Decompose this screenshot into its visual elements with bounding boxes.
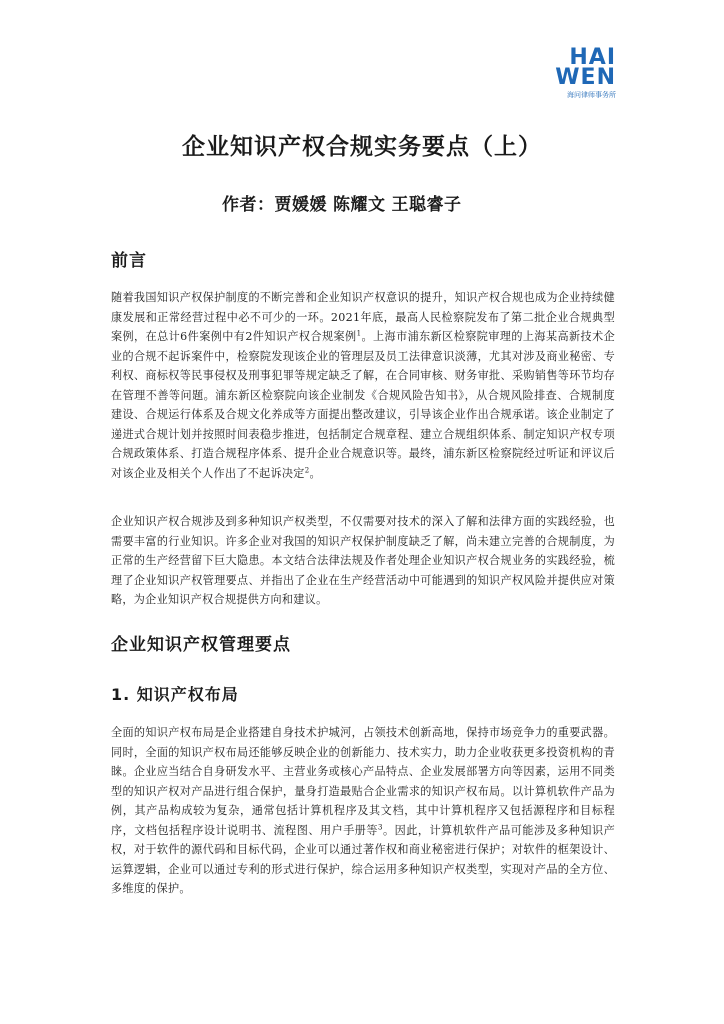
preface-paragraph-1 [111,288,615,483]
logo-line-2: WEN [555,65,616,90]
paragraph-text: 。 [309,466,321,480]
author-name: 王聪睿子 [391,195,462,215]
footnote-ref[interactable]: 1 [356,329,362,338]
byline-prefix: 作者： [222,195,275,215]
paragraph-text: 。因此，计算机软件产品可能涉及多种知识产权，对于软件的源代码和目标代码，企业可以通过著作权和商业秘密进行保护；对软件的框架设计、运算逻辑，企业可以通过专利的形式进行保护，综合运用多种知识产权类型，实现对产品的全方位、多维度的保护。 [111,823,615,895]
paragraph-text: 随着我国知识产权保护制度的不断完善和企业知识产权意识的提升，知识产权合规也成为企业持续健康发展和正常经营过程中必不可少的一环。2021年底，最高人民检察院发布了第二批企业合规典型案例，在总计6件案例中有2件知识产权合规案例 [111,291,615,343]
firm-logo [554,45,616,100]
paragraph-text: 全面的知识产权布局是企业搭建自身技术护城河，占领技术创新高地，保持市场竞争力的重要武器。同时，全面的知识产权布局还能够反映企业的创新能力、技术实力，助力企业收获更多投资机构的青睐。企业应当结合自身研发水平、主营业务或核心产品特点、企业发展部署方向等因素，运用不同类型的知识产权对产品进行组合保护，量身打造最贴合企业需求的知识产权布局。以计算机软件产品为例，其产品构成较为复杂，通常包括计算机程序及其文档，其中计算机程序又包括源程序和目标程序，文档包括程序设计说明书、流程图、用户手册等 [111,726,615,837]
ip-layout-paragraph [111,723,615,899]
document-title: 企业知识产权合规实务要点（上） [182,134,542,160]
section-heading-management: 企业知识产权管理要点 [111,635,291,655]
subsection-heading-ip-layout: 1. 知识产权布局 [111,685,239,704]
paragraph-text: 。上海市浦东新区检察院审理的上海某高新技术企业的合规不起诉案件中，检察院发现该企业的管理层及员工法律意识淡薄，尤其对涉及商业秘密、专利权、商标权等民事侵权及刑事犯罪等规定缺乏了解，在合同审核、财务审批、采购销售等环节均存在管理不善等问题。浦东新区检察院向该企业制发《合规风险告知书》，从合规风险排查、合规制度建设、合规运行体系及合规文化养成等方面提出整改建议，引导该企业作出合规承诺。该企业制定了递进式合规计划并按照时间表稳步推进，包括制定合规章程、建立合规组织体系、制定知识产权专项合规政策体系、打造合规程序体系、提升企业合规意识等。最终，浦东新区检察院经过听证和评议后对该企业及相关个人作出了不起诉决定 [111,330,615,480]
author-name: 陈耀文 [333,195,386,215]
footnote-ref[interactable]: 3 [378,822,383,831]
section-heading-preface: 前言 [111,251,147,271]
byline [222,190,468,215]
logo-subtitle: 海问律师事务所 [567,91,616,99]
footnote-ref[interactable]: 2 [304,465,310,474]
author-name: 贾媛媛 [274,195,327,215]
logo-line-1: HAI [569,45,616,70]
preface-paragraph-2: 企业知识产权合规涉及到多种知识产权类型，不仅需要对技术的深入了解和法律方面的实践经验，也需要丰富的行业知识。许多企业对我国的知识产权保护制度缺乏了解，尚未建立完善的合规制度，为正常的生产经营留下巨大隐患。本文结合法律法规及作者处理企业知识产权合规业务的实践经验，梳理了企业知识产权管理要点、并指出了企业在生产经营活动中可能遇到的知识产权风险并提供应对策略，为企业知识产权合规提供方向和建议。 [111,515,615,606]
